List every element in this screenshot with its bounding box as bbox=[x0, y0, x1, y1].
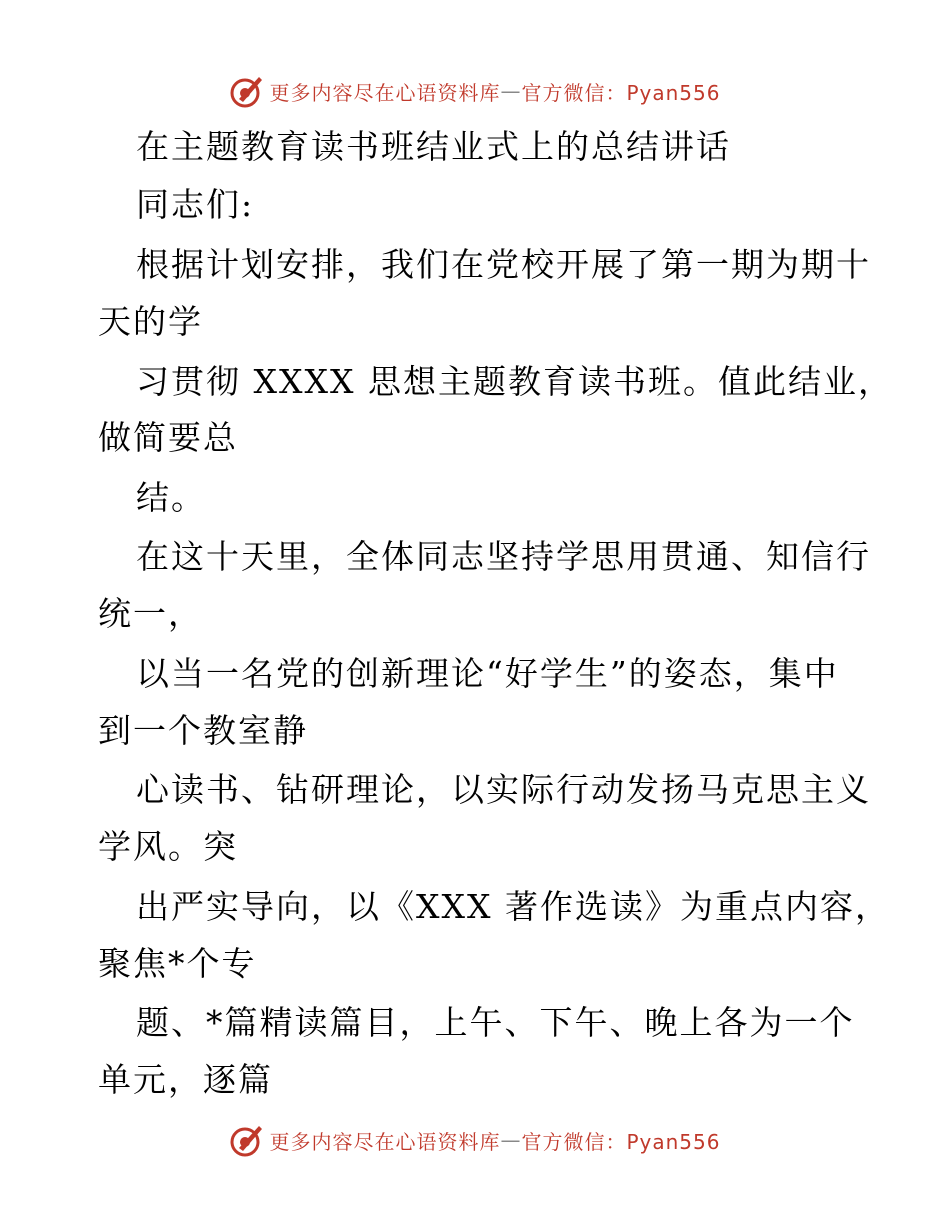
body-line: 天的学 bbox=[98, 302, 203, 341]
body-line: 在这十天里，全体同志坚持学思用贯通、知信行 bbox=[136, 537, 871, 576]
watermark-suffix: 官方微信：Pyan556 bbox=[521, 80, 721, 105]
body-line: 做简要总 bbox=[98, 418, 238, 457]
body-line: 习贯彻 XXXX 思想主题教育读书班。值此结业， bbox=[136, 362, 893, 401]
watermark-dash: — bbox=[500, 1128, 522, 1152]
watermark-suffix: 官方微信：Pyan556 bbox=[521, 1129, 721, 1154]
body-line: 题、*篇精读篇目，上午、下午、晚上各为一个 bbox=[136, 1003, 855, 1042]
body-line: 到一个教室静 bbox=[98, 711, 308, 750]
body-line: 出严实导向，以《XXX 著作选读》为重点内容， bbox=[136, 887, 890, 926]
quill-seal-icon bbox=[229, 1122, 265, 1158]
body-line: 学风。突 bbox=[98, 827, 238, 866]
quill-seal-icon bbox=[229, 73, 265, 109]
watermark-prefix: 更多内容尽在心语资料库 bbox=[269, 80, 501, 105]
body-line: 统一， bbox=[98, 594, 203, 633]
body-line: 根据计划安排，我们在党校开展了第一期为期十 bbox=[136, 245, 871, 284]
watermark-dash: — bbox=[500, 79, 522, 103]
watermark-prefix: 更多内容尽在心语资料库 bbox=[269, 1129, 501, 1154]
watermark-footer bbox=[0, 1117, 950, 1163]
body-line: 结。 bbox=[136, 478, 206, 517]
salutation: 同志们: bbox=[136, 185, 255, 224]
body-line: 单元，逐篇 bbox=[98, 1060, 273, 1099]
body-line: 心读书、钻研理论，以实际行动发扬马克思主义 bbox=[136, 770, 871, 809]
document-title: 在主题教育读书班结业式上的总结讲话 bbox=[136, 127, 731, 166]
body-line: 以当一名党的创新理论“好学生”的姿态，集中 bbox=[136, 654, 839, 693]
watermark-header bbox=[0, 68, 950, 114]
body-line: 聚焦*个专 bbox=[98, 944, 257, 983]
